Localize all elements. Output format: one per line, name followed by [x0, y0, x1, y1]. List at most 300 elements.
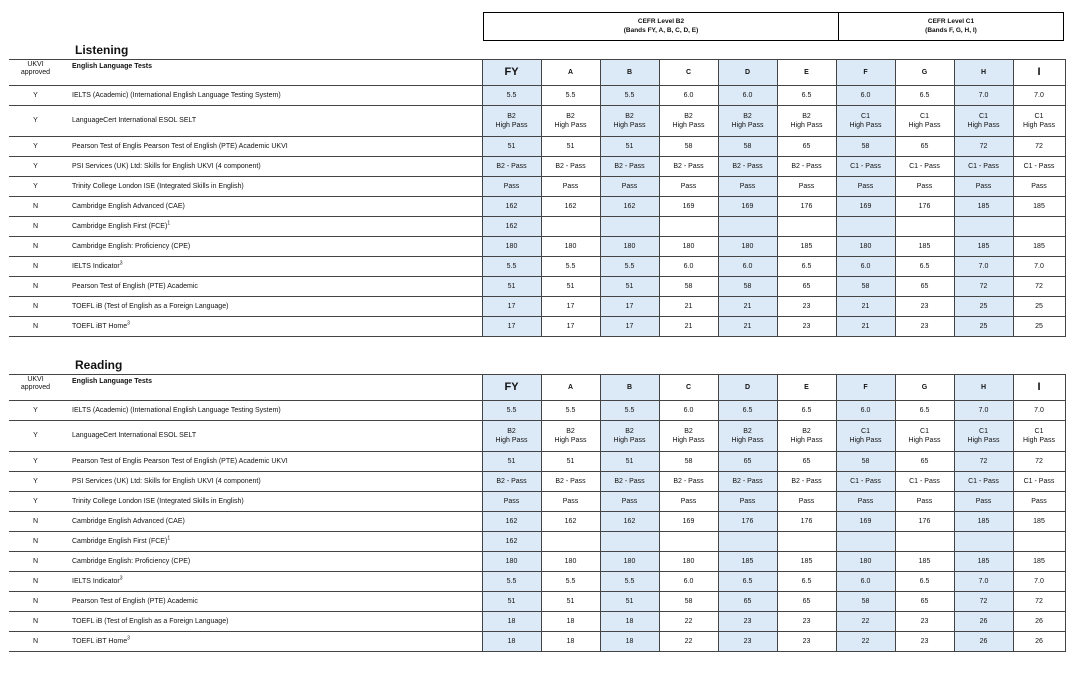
header-row	[9, 60, 1065, 86]
ukvi-flag: N	[9, 277, 62, 297]
score-cell-d: 176	[718, 512, 777, 532]
test-name-cell	[62, 137, 482, 157]
score-cell-i: 7.0	[1013, 572, 1065, 592]
score-cell-h	[954, 532, 1013, 552]
score-cell-d: 65	[718, 592, 777, 612]
score-cell-f: Pass	[836, 492, 895, 512]
score-cell-a: B2 - Pass	[541, 472, 600, 492]
score-cell-g: 65	[895, 452, 954, 472]
score-cell-f: 22	[836, 612, 895, 632]
score-cell-fy: 5.5	[482, 572, 541, 592]
score-cell-g: 185	[895, 237, 954, 257]
score-cell-f: 6.0	[836, 86, 895, 106]
score-cell-h: 72	[954, 137, 1013, 157]
score-cell-fy: 5.5	[482, 401, 541, 421]
score-result: High Pass	[790, 437, 823, 444]
table-row	[9, 612, 1065, 632]
ukvi-flag: Y	[9, 177, 62, 197]
score-cell-fy: 162	[482, 197, 541, 217]
score-cell-i: C1 - Pass	[1013, 157, 1065, 177]
score-result: High Pass	[672, 122, 705, 129]
score-cell-e: 185	[777, 237, 836, 257]
score-cell-h: 185	[954, 237, 1013, 257]
score-cell-c: 6.0	[659, 401, 718, 421]
score-cell-g: 23	[895, 632, 954, 652]
score-cell-i: 72	[1013, 452, 1065, 472]
score-cell-h	[954, 106, 1013, 137]
test-name: Trinity College London ISE (Integrated Skills in English)	[72, 182, 244, 190]
table-row	[9, 297, 1065, 317]
score-result: High Pass	[554, 437, 587, 444]
score-result: High Pass	[1023, 437, 1055, 444]
cefr-b2-title: CEFR Level B2	[637, 17, 685, 25]
score-cell-c: 6.0	[659, 257, 718, 277]
score-result: High Pass	[495, 122, 528, 129]
score-result: High Pass	[908, 437, 941, 444]
table-row	[9, 421, 1065, 452]
table-row	[9, 197, 1065, 217]
score-cell-d	[718, 106, 777, 137]
test-name: Pearson Test of Englis Pearson Test of English (PTE) Academic UKVI	[72, 142, 288, 150]
score-cell-a: 162	[541, 512, 600, 532]
score-cell-f: 169	[836, 512, 895, 532]
score-cell-a	[541, 106, 600, 137]
score-cell-d: 6.0	[718, 257, 777, 277]
score-result: High Pass	[672, 437, 705, 444]
score-cell-i: 26	[1013, 612, 1065, 632]
score-cell-h: 26	[954, 612, 1013, 632]
table-row	[9, 572, 1065, 592]
score-cell-g	[895, 532, 954, 552]
score-cell-e: 6.5	[777, 86, 836, 106]
score-cell-c: 169	[659, 197, 718, 217]
ukvi-label: UKVI	[27, 376, 44, 383]
ukvi-flag: N	[9, 197, 62, 217]
score-cell-e: 23	[777, 612, 836, 632]
score-cell-i: 7.0	[1013, 257, 1065, 277]
score-cell-i	[1013, 421, 1065, 452]
test-name: Cambridge English First (FCE)	[72, 222, 168, 230]
score-cell-c: 180	[659, 552, 718, 572]
score-cell-a: Pass	[541, 177, 600, 197]
test-name-cell	[62, 177, 482, 197]
score-cell-g: Pass	[895, 177, 954, 197]
score-cell-a: 51	[541, 137, 600, 157]
header-row	[9, 375, 1065, 401]
table-row	[9, 237, 1065, 257]
score-cell-h: 72	[954, 592, 1013, 612]
table-row	[9, 317, 1065, 337]
test-name-cell	[62, 632, 482, 652]
table-row	[9, 157, 1065, 177]
test-name-cell	[62, 421, 482, 452]
score-cell-g: 176	[895, 197, 954, 217]
test-name: Pearson Test of English (PTE) Academic	[72, 282, 198, 290]
score-cell-fy: 162	[482, 532, 541, 552]
score-cell-d: 23	[718, 612, 777, 632]
score-cell-a: 17	[541, 317, 600, 337]
score-level: B2	[684, 427, 693, 435]
ukvi-flag: N	[9, 572, 62, 592]
score-level: B2	[507, 427, 516, 435]
score-cell-a: 162	[541, 197, 600, 217]
ukvi-flag: Y	[9, 492, 62, 512]
score-cell-c: 6.0	[659, 572, 718, 592]
score-cell-f: Pass	[836, 177, 895, 197]
score-cell-d: 58	[718, 277, 777, 297]
score-cell-d: 21	[718, 297, 777, 317]
score-cell-f: 180	[836, 237, 895, 257]
band-header-i: I	[1013, 60, 1065, 86]
ukvi-flag: N	[9, 237, 62, 257]
cefr-c1-title: CEFR Level C1	[927, 17, 975, 25]
score-result: High Pass	[849, 437, 882, 444]
score-cell-d	[718, 421, 777, 452]
score-cell-b	[600, 532, 659, 552]
score-cell-g	[895, 217, 954, 237]
table-row	[9, 452, 1065, 472]
test-name-cell	[62, 572, 482, 592]
score-cell-b: 51	[600, 277, 659, 297]
band-header-h: H	[954, 375, 1013, 401]
test-name: Cambridge English: Proficiency (CPE)	[72, 557, 191, 565]
score-cell-f: 6.0	[836, 257, 895, 277]
test-name: Cambridge English: Proficiency (CPE)	[72, 242, 191, 250]
score-cell-b: Pass	[600, 177, 659, 197]
score-cell-b: B2 - Pass	[600, 472, 659, 492]
score-cell-a	[541, 532, 600, 552]
test-name-cell	[62, 157, 482, 177]
score-cell-h: Pass	[954, 492, 1013, 512]
score-cell-f	[836, 421, 895, 452]
score-cell-a: 18	[541, 612, 600, 632]
score-cell-f	[836, 532, 895, 552]
score-cell-e: 6.5	[777, 401, 836, 421]
score-cell-i: Pass	[1013, 177, 1065, 197]
score-cell-fy: 51	[482, 137, 541, 157]
test-name-cell	[62, 297, 482, 317]
score-result: High Pass	[849, 122, 882, 129]
table-row	[9, 592, 1065, 612]
ukvi-flag: N	[9, 257, 62, 277]
score-cell-f: 21	[836, 317, 895, 337]
test-name: IELTS (Academic) (International English Language Testing System)	[72, 91, 281, 99]
band-header-e: E	[777, 375, 836, 401]
score-cell-d	[718, 532, 777, 552]
score-cell-fy: 51	[482, 277, 541, 297]
score-cell-h: 185	[954, 552, 1013, 572]
test-name-cell	[62, 217, 482, 237]
test-name-cell	[62, 401, 482, 421]
score-cell-a: B2 - Pass	[541, 157, 600, 177]
score-level: C1	[1034, 112, 1044, 120]
ukvi-flag: Y	[9, 452, 62, 472]
score-level: C1	[920, 112, 929, 120]
score-cell-e	[777, 421, 836, 452]
score-cell-a: 17	[541, 297, 600, 317]
score-cell-e: 65	[777, 452, 836, 472]
band-header-a: A	[541, 60, 600, 86]
test-name: IELTS Indicator	[72, 262, 120, 270]
score-cell-g: 6.5	[895, 572, 954, 592]
test-name-cell	[62, 552, 482, 572]
score-level: C1	[979, 112, 988, 120]
band-header-c: C	[659, 60, 718, 86]
score-level: B2	[743, 112, 752, 120]
score-cell-c: Pass	[659, 177, 718, 197]
score-cell-i: 72	[1013, 277, 1065, 297]
score-cell-e: 65	[777, 137, 836, 157]
test-name-cell	[62, 86, 482, 106]
score-cell-c: 21	[659, 297, 718, 317]
test-name: Trinity College London ISE (Integrated Skills in English)	[72, 497, 244, 505]
score-level: B2	[802, 427, 811, 435]
score-cell-g: 6.5	[895, 401, 954, 421]
score-cell-d	[718, 217, 777, 237]
score-cell-fy: Pass	[482, 492, 541, 512]
score-cell-c: B2 - Pass	[659, 472, 718, 492]
score-result: High Pass	[554, 122, 587, 129]
approved-label: approved	[20, 384, 51, 392]
score-cell-d: B2 - Pass	[718, 472, 777, 492]
score-cell-b: B2 - Pass	[600, 157, 659, 177]
table-row	[9, 277, 1065, 297]
test-name-cell	[62, 237, 482, 257]
score-cell-i: 185	[1013, 197, 1065, 217]
ukvi-flag: Y	[9, 137, 62, 157]
score-cell-e: 23	[777, 632, 836, 652]
table-row	[9, 512, 1065, 532]
band-header-d: D	[718, 60, 777, 86]
test-name-cell	[62, 612, 482, 632]
score-cell-h: 25	[954, 297, 1013, 317]
score-cell-b: 5.5	[600, 572, 659, 592]
score-cell-f	[836, 217, 895, 237]
score-result: High Pass	[908, 122, 941, 129]
score-cell-fy: B2 - Pass	[482, 472, 541, 492]
score-cell-fy	[482, 421, 541, 452]
score-level: C1	[861, 112, 870, 120]
score-cell-d: Pass	[718, 492, 777, 512]
test-name: TOEFL iBT Home	[72, 322, 128, 330]
ukvi-flag: Y	[9, 86, 62, 106]
score-cell-d: 6.0	[718, 86, 777, 106]
score-cell-i	[1013, 532, 1065, 552]
score-cell-i: 72	[1013, 137, 1065, 157]
test-name: PSI Services (UK) Ltd: Skills for English UKVI (4 component)	[72, 477, 261, 485]
score-level: B2	[566, 112, 575, 120]
score-result: High Pass	[1023, 122, 1055, 129]
ukvi-flag: N	[9, 217, 62, 237]
ukvi-flag: N	[9, 512, 62, 532]
score-cell-d: Pass	[718, 177, 777, 197]
score-cell-c: 169	[659, 512, 718, 532]
score-result: High Pass	[613, 437, 646, 444]
test-name-cell	[62, 532, 482, 552]
score-cell-h: 185	[954, 197, 1013, 217]
score-level: B2	[566, 427, 575, 435]
band-header-e: E	[777, 60, 836, 86]
score-cell-i: 7.0	[1013, 401, 1065, 421]
score-cell-e: 176	[777, 512, 836, 532]
score-cell-g: 23	[895, 612, 954, 632]
footnote-marker: 3	[119, 575, 123, 582]
test-name-cell	[62, 277, 482, 297]
footnote-marker: 1	[167, 535, 171, 542]
score-cell-a: 51	[541, 592, 600, 612]
listening-table	[9, 59, 1066, 337]
table-row	[9, 552, 1065, 572]
score-cell-f: 58	[836, 592, 895, 612]
score-cell-e: 6.5	[777, 257, 836, 277]
score-cell-b	[600, 421, 659, 452]
band-header-i: I	[1013, 375, 1065, 401]
cefr-b2-header	[484, 13, 839, 40]
score-cell-e: 23	[777, 297, 836, 317]
table-row	[9, 472, 1065, 492]
test-name: TOEFL iB (Test of English as a Foreign Language)	[72, 302, 229, 310]
score-cell-b: 17	[600, 317, 659, 337]
test-name: PSI Services (UK) Ltd: Skills for English UKVI (4 component)	[72, 162, 261, 170]
score-cell-a: 5.5	[541, 572, 600, 592]
band-header-f: F	[836, 60, 895, 86]
ukvi-flag: Y	[9, 106, 62, 137]
score-cell-b: 5.5	[600, 86, 659, 106]
score-cell-c: 180	[659, 237, 718, 257]
score-cell-c: 58	[659, 137, 718, 157]
ukvi-flag: N	[9, 632, 62, 652]
score-cell-fy: 51	[482, 592, 541, 612]
footnote-marker: 1	[167, 220, 171, 227]
score-cell-fy: 180	[482, 237, 541, 257]
score-cell-e: B2 - Pass	[777, 157, 836, 177]
score-cell-g: 23	[895, 317, 954, 337]
band-header-h: H	[954, 60, 1013, 86]
score-cell-e: Pass	[777, 492, 836, 512]
score-cell-a: 180	[541, 237, 600, 257]
score-cell-fy: 5.5	[482, 257, 541, 277]
score-cell-b: 18	[600, 612, 659, 632]
ukvi-flag: N	[9, 612, 62, 632]
ukvi-flag: Y	[9, 401, 62, 421]
test-name-cell	[62, 452, 482, 472]
score-cell-f: 180	[836, 552, 895, 572]
test-name-cell	[62, 472, 482, 492]
ukvi-flag: N	[9, 317, 62, 337]
score-cell-h: 72	[954, 452, 1013, 472]
score-cell-g: 65	[895, 592, 954, 612]
ukvi-flag: N	[9, 297, 62, 317]
ukvi-flag: N	[9, 532, 62, 552]
score-cell-a: 18	[541, 632, 600, 652]
score-result: High Pass	[967, 437, 1000, 444]
table-row	[9, 177, 1065, 197]
ukvi-label: UKVI	[27, 61, 44, 68]
score-cell-h: 7.0	[954, 572, 1013, 592]
score-cell-d: 23	[718, 632, 777, 652]
score-result: High Pass	[495, 437, 528, 444]
score-cell-i: Pass	[1013, 492, 1065, 512]
score-cell-e	[777, 532, 836, 552]
approved-label: approved	[20, 69, 51, 77]
score-result: High Pass	[613, 122, 646, 129]
score-cell-fy: B2 - Pass	[482, 157, 541, 177]
score-cell-b: 18	[600, 632, 659, 652]
test-name: TOEFL iB (Test of English as a Foreign Language)	[72, 617, 229, 625]
test-name: Cambridge English First (FCE)	[72, 537, 168, 545]
band-header-a: A	[541, 375, 600, 401]
score-level: C1	[920, 427, 929, 435]
band-header-fy: FY	[482, 60, 541, 86]
band-header-g: G	[895, 375, 954, 401]
score-cell-a: Pass	[541, 492, 600, 512]
score-cell-b: 17	[600, 297, 659, 317]
score-cell-e: 6.5	[777, 572, 836, 592]
score-level: B2	[625, 427, 634, 435]
score-cell-d: 185	[718, 552, 777, 572]
ukvi-approved-header	[9, 60, 62, 86]
score-cell-b: 51	[600, 137, 659, 157]
score-cell-f: 22	[836, 632, 895, 652]
score-cell-e	[777, 106, 836, 137]
test-name-cell	[62, 317, 482, 337]
score-cell-f	[836, 106, 895, 137]
score-cell-c	[659, 217, 718, 237]
score-level: C1	[1034, 427, 1044, 435]
ukvi-approved-header	[9, 375, 62, 401]
score-level: B2	[684, 112, 693, 120]
footnote-marker: 3	[127, 320, 130, 327]
score-cell-c: Pass	[659, 492, 718, 512]
score-cell-c: 58	[659, 452, 718, 472]
cefr-header	[483, 12, 1064, 41]
cefr-c1-header	[839, 13, 1063, 40]
ukvi-flag: Y	[9, 421, 62, 452]
cefr-b2-bands: (Bands FY, A, B, C, D, E)	[623, 26, 699, 34]
score-cell-f: C1 - Pass	[836, 472, 895, 492]
table-row	[9, 217, 1065, 237]
score-cell-c: 6.0	[659, 86, 718, 106]
score-cell-b	[600, 106, 659, 137]
band-header-b: B	[600, 375, 659, 401]
score-cell-e: 176	[777, 197, 836, 217]
section-title-reading: Reading	[75, 358, 123, 372]
score-cell-g: 6.5	[895, 86, 954, 106]
score-cell-d: 169	[718, 197, 777, 217]
tests-header: English Language Tests	[62, 60, 482, 86]
score-cell-f: 58	[836, 277, 895, 297]
score-cell-f: 6.0	[836, 572, 895, 592]
ukvi-flag: Y	[9, 157, 62, 177]
score-cell-i	[1013, 217, 1065, 237]
score-cell-b: 51	[600, 592, 659, 612]
score-cell-a	[541, 217, 600, 237]
table-row	[9, 106, 1065, 137]
score-cell-h: 72	[954, 277, 1013, 297]
score-cell-g	[895, 421, 954, 452]
score-cell-f: C1 - Pass	[836, 157, 895, 177]
score-cell-b: Pass	[600, 492, 659, 512]
table-row	[9, 401, 1065, 421]
ukvi-flag: N	[9, 552, 62, 572]
test-name-cell	[62, 592, 482, 612]
score-cell-e: 185	[777, 552, 836, 572]
score-cell-i: 185	[1013, 237, 1065, 257]
band-header-fy: FY	[482, 375, 541, 401]
score-cell-e	[777, 217, 836, 237]
score-cell-d: 6.5	[718, 401, 777, 421]
test-name: LanguageCert International ESOL SELT	[72, 432, 197, 440]
